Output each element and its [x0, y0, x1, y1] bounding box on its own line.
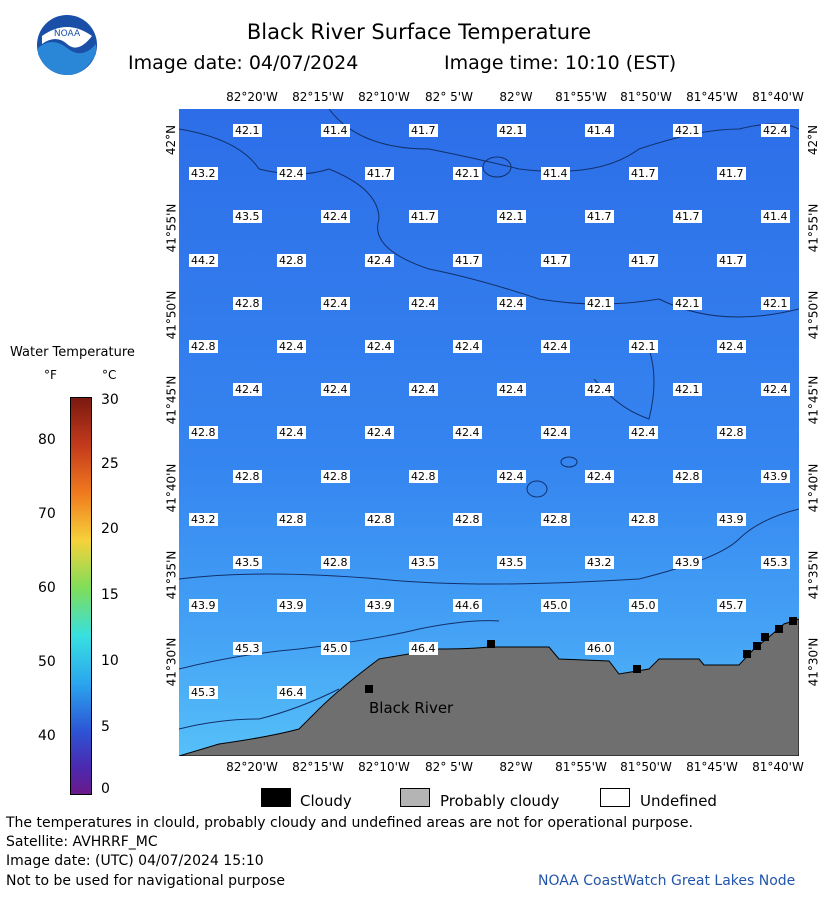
page-title: Black River Surface Temperature [246, 20, 592, 44]
temperature-value: 42.8 [543, 512, 568, 526]
temperature-value: 42.4 [323, 383, 348, 397]
lat-label-text: 42°N [806, 124, 820, 156]
cloudy-label: Cloudy [300, 792, 352, 810]
temperature-value: 42.1 [455, 167, 480, 181]
lat-label-text: 41°55'N [164, 203, 179, 253]
temperature-value: 46.4 [279, 685, 304, 699]
temperature-value: 41.7 [631, 253, 656, 267]
temperature-value: 42.1 [631, 340, 656, 353]
lat-label-right [805, 105, 821, 175]
cloudy-pixel [761, 633, 769, 641]
nav-warning-text: Not to be used for navigational purpose [6, 873, 285, 889]
temperature-value: 43.2 [587, 556, 612, 569]
legend-unit-f: °F [44, 368, 57, 382]
temperature-value: 42.8 [191, 426, 216, 440]
lon-label-bottom: 81°55'W [555, 760, 607, 774]
temperature-value: 42.4 [587, 383, 612, 397]
legend-c-tick: 5 [101, 719, 110, 735]
temperature-value: 43.5 [499, 556, 524, 569]
lon-label-bottom: 82°10'W [358, 760, 410, 774]
temperature-value: 41.7 [543, 253, 568, 267]
lat-label-left [163, 365, 179, 435]
temperature-map [179, 109, 799, 756]
lon-label-top: 82°15'W [292, 90, 344, 104]
cloudy-pixel [487, 640, 495, 648]
temperature-value: 42.8 [323, 469, 348, 483]
lat-label-left [163, 627, 179, 697]
lat-label-text: 41°30'N [164, 637, 179, 687]
temperature-value: 45.3 [191, 685, 216, 699]
temperature-value: 42.1 [763, 296, 788, 310]
temperature-value: 42.4 [587, 469, 612, 483]
temperature-value: 42.4 [411, 383, 436, 397]
lat-label-right [805, 365, 821, 435]
temperature-value: 45.0 [543, 599, 568, 613]
temperature-value: 42.4 [499, 469, 524, 483]
undefined-label: Undefined [640, 792, 717, 810]
lat-label-left [163, 540, 179, 610]
lon-label-top: 82°20'W [226, 90, 278, 104]
lat-label-text: 41°35'N [164, 550, 179, 600]
cloudy-pixel [753, 642, 761, 650]
temperature-value: 42.4 [279, 426, 304, 440]
legend-f-tick: 40 [38, 728, 56, 744]
temperature-value: 42.8 [367, 512, 392, 526]
temperature-value: 42.1 [675, 296, 700, 310]
temperature-value: 41.4 [543, 167, 568, 181]
lat-label-left [163, 193, 179, 263]
lat-label-right [805, 453, 821, 523]
temperature-value: 42.8 [279, 512, 304, 526]
temperature-value: 42.4 [367, 253, 392, 267]
legend-c-tick: 15 [101, 587, 119, 603]
legend-c-tick: 20 [101, 521, 119, 537]
lat-label-left [163, 105, 179, 175]
legend-c-tick: 0 [101, 781, 110, 797]
lon-label-bottom: 81°40'W [752, 760, 804, 774]
temperature-value: 44.2 [191, 253, 216, 267]
temperature-value: 42.4 [367, 340, 392, 353]
temperature-value: 41.7 [719, 253, 744, 267]
temperature-value: 43.9 [191, 599, 216, 613]
lon-label-top: 82°10'W [358, 90, 410, 104]
temperature-value: 42.4 [279, 340, 304, 353]
map-canvas [179, 109, 799, 756]
temperature-value: 42.8 [279, 253, 304, 267]
logo-text: NOAA [53, 29, 81, 39]
lon-label-top: 82° 5'W [425, 90, 473, 104]
lon-label-top: 81°55'W [555, 90, 607, 104]
temperature-value: 42.8 [191, 340, 216, 353]
place-label-black-river: Black River [369, 699, 454, 717]
lon-label-top: 82°W [499, 90, 533, 104]
lon-label-bottom: 82°20'W [226, 760, 278, 774]
lat-label-text: 41°45'N [806, 375, 821, 425]
temperature-value: 45.3 [235, 642, 260, 656]
temperature-value: 42.4 [543, 426, 568, 440]
legend-c-tick: 25 [101, 456, 119, 472]
temperature-value: 43.5 [235, 556, 260, 569]
legend-f-tick: 50 [38, 654, 56, 670]
satellite-text: Satellite: AVHRRF_MC [6, 834, 158, 850]
temperature-value: 41.7 [719, 167, 744, 181]
temperature-value: 42.4 [455, 340, 480, 353]
cloudy-pixel [633, 665, 641, 673]
temperature-value: 42.4 [323, 296, 348, 310]
temperature-value: 41.7 [367, 167, 392, 181]
cloudy-pixel [743, 650, 751, 658]
cloudy-swatch [261, 788, 291, 807]
temperature-value: 45.0 [631, 599, 656, 613]
temperature-value: 46.4 [411, 642, 436, 656]
temperature-value: 41.7 [411, 124, 436, 137]
lat-label-text: 41°50'N [806, 290, 821, 340]
legend-c-tick: 30 [101, 392, 119, 408]
temperature-value: 42.4 [499, 296, 524, 310]
temperature-value: 43.9 [719, 512, 744, 526]
temperature-value: 42.4 [235, 383, 260, 397]
temperature-value: 43.2 [191, 512, 216, 526]
temperature-value: 42.8 [323, 556, 348, 569]
credit-text: NOAA CoastWatch Great Lakes Node [538, 873, 796, 889]
legend-unit-c: °C [102, 368, 117, 382]
lat-label-right [805, 193, 821, 263]
temperature-value: 42.4 [279, 167, 304, 181]
color-scale-bar [70, 397, 92, 795]
temperature-value: 42.1 [587, 296, 612, 310]
lon-label-bottom: 82° 5'W [425, 760, 473, 774]
temperature-value: 42.4 [367, 426, 392, 440]
lon-label-bottom: 82°W [499, 760, 533, 774]
lon-label-bottom: 81°50'W [620, 760, 672, 774]
probably-cloudy-swatch [400, 788, 430, 807]
temperature-value: 42.4 [455, 426, 480, 440]
temperature-value: 43.2 [191, 167, 216, 181]
lat-label-text: 41°30'N [806, 637, 821, 687]
cloudy-pixel [775, 625, 783, 633]
temperature-value: 43.5 [411, 556, 436, 569]
cloudy-pixel [789, 617, 797, 625]
temperature-value: 42.1 [235, 124, 260, 137]
lon-label-top: 81°50'W [620, 90, 672, 104]
temperature-value: 41.7 [587, 210, 612, 224]
temperature-value: 43.5 [235, 210, 260, 224]
temperature-value: 43.9 [763, 469, 788, 483]
lat-label-text: 41°50'N [164, 290, 179, 340]
utc-date-text: Image date: (UTC) 04/07/2024 15:10 [6, 853, 264, 869]
cloudy-pixel [365, 685, 373, 693]
temperature-value: 42.4 [499, 383, 524, 397]
lon-label-top: 81°40'W [752, 90, 804, 104]
lat-label-left [163, 453, 179, 523]
lon-label-top: 81°45'W [686, 90, 738, 104]
temperature-value: 44.6 [455, 599, 480, 613]
lat-label-text: 41°40'N [164, 463, 179, 513]
undefined-swatch [600, 788, 630, 807]
temperature-value: 41.4 [323, 124, 348, 137]
legend-f-tick: 60 [38, 580, 56, 596]
temperature-value: 42.8 [675, 469, 700, 483]
lat-label-right [805, 540, 821, 610]
temperature-value: 45.0 [323, 642, 348, 656]
temperature-value: 42.1 [499, 210, 524, 224]
temperature-value: 46.0 [587, 642, 612, 656]
temperature-value: 41.7 [675, 210, 700, 224]
lon-label-bottom: 81°45'W [686, 760, 738, 774]
temperature-value: 42.8 [235, 469, 260, 483]
lat-label-text: 42°N [164, 124, 178, 156]
temperature-value: 42.4 [543, 340, 568, 353]
temperature-value: 42.1 [675, 383, 700, 397]
temperature-value: 42.8 [631, 512, 656, 526]
temperature-value: 42.4 [719, 340, 744, 353]
legend-title: Water Temperature [10, 345, 135, 360]
probably-cloudy-label: Probably cloudy [440, 792, 560, 810]
temperature-value: 42.8 [411, 469, 436, 483]
lat-label-text: 41°35'N [806, 550, 821, 600]
temperature-value: 42.4 [763, 383, 788, 397]
lat-label-left [163, 280, 179, 350]
temperature-value: 42.1 [675, 124, 700, 137]
image-date: Image date: 04/07/2024 [128, 52, 359, 74]
temperature-value: 41.7 [455, 253, 480, 267]
lat-label-right [805, 627, 821, 697]
temperature-value: 45.3 [763, 556, 788, 569]
temperature-value: 42.4 [411, 296, 436, 310]
temperature-value: 41.4 [587, 124, 612, 137]
legend-f-tick: 80 [38, 432, 56, 448]
temperature-value: 45.7 [719, 599, 744, 613]
temperature-value: 42.1 [499, 124, 524, 137]
lat-label-text: 41°40'N [806, 463, 821, 513]
legend-f-tick: 70 [38, 506, 56, 522]
legend-c-tick: 10 [101, 653, 119, 669]
lat-label-right [805, 280, 821, 350]
lon-label-bottom: 82°15'W [292, 760, 344, 774]
temperature-value: 43.9 [367, 599, 392, 613]
temperature-value: 43.9 [675, 556, 700, 569]
temperature-value: 42.4 [631, 426, 656, 440]
temperature-value: 43.9 [279, 599, 304, 613]
temperature-value: 41.4 [763, 210, 788, 224]
temperature-value: 41.7 [411, 210, 436, 224]
temperature-value: 42.4 [763, 124, 788, 137]
temperature-value: 42.4 [323, 210, 348, 224]
image-time: Image time: 10:10 (EST) [444, 52, 677, 74]
lat-label-text: 41°45'N [164, 375, 179, 425]
temperature-value: 41.7 [631, 167, 656, 181]
temperature-value: 42.8 [455, 512, 480, 526]
disclaimer-text: The temperatures in clould, probably cloudy and undefined areas are not for operational purpose. [6, 815, 693, 831]
lat-label-text: 41°55'N [806, 203, 821, 253]
temperature-value: 42.8 [235, 296, 260, 310]
temperature-value: 42.8 [719, 426, 744, 440]
